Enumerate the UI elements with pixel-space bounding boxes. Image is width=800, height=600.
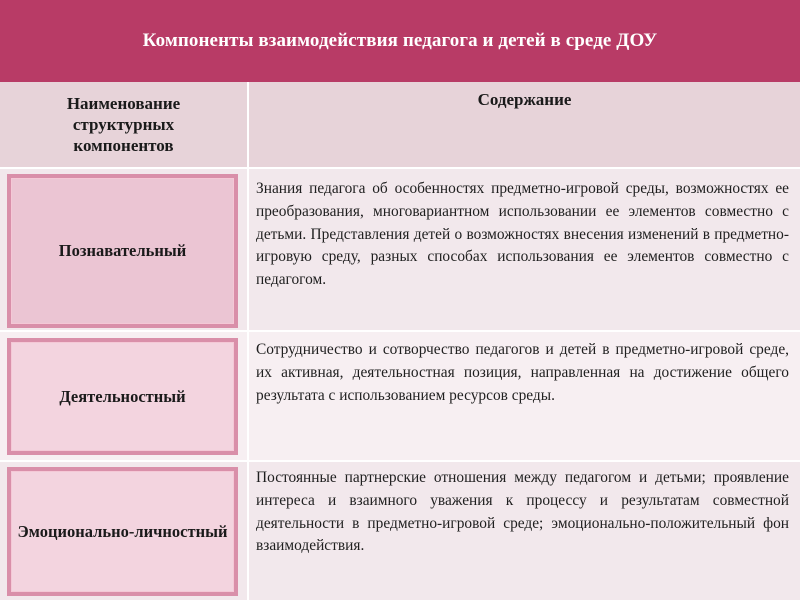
slide-title: Компоненты взаимодействия педагога и детей в среде ДОУ: [142, 30, 658, 51]
header-name-label: Наименование структурных компонентов: [66, 94, 181, 155]
component-name: Эмоционально-личностный: [17, 521, 228, 541]
component-content: Постоянные партнерские отношения между педагогом и детьми; проявление интереса и взаимного уважения к процессу и результатам совместной деятельности в предметно-игровой среде; эмоционально-положительный фон взаимодействия.: [256, 469, 789, 555]
component-name: Познавательный: [58, 241, 187, 260]
table-header-row: [0, 82, 800, 169]
header-cell-content: [249, 82, 800, 167]
component-content: Знания педагога об особенностях предметно-игровой среды, возможностях ее преобразования, многовариантном использовании ее элементов совместно с детьми. Представления детей о возможностях внесения изменений в предметно-игровую среду, разных способах использования ее элементов совместно с педагогом.: [256, 180, 789, 289]
component-label-box: [7, 338, 238, 455]
component-content: Сотрудничество и сотворчество педагогов и детей в предметно-игровой среде, их активная, деятельностная позиция, направленная на достижение общего результата с использованием ресурсов среды.: [256, 341, 789, 404]
component-name: Деятельностный: [59, 386, 186, 406]
component-label-box: [7, 467, 238, 596]
column-divider: [247, 82, 249, 600]
title-bar: [0, 0, 800, 82]
header-content-label: Содержание: [477, 90, 572, 109]
components-table: [0, 82, 800, 600]
component-label-box: [7, 174, 238, 328]
header-cell-name: [0, 82, 247, 167]
